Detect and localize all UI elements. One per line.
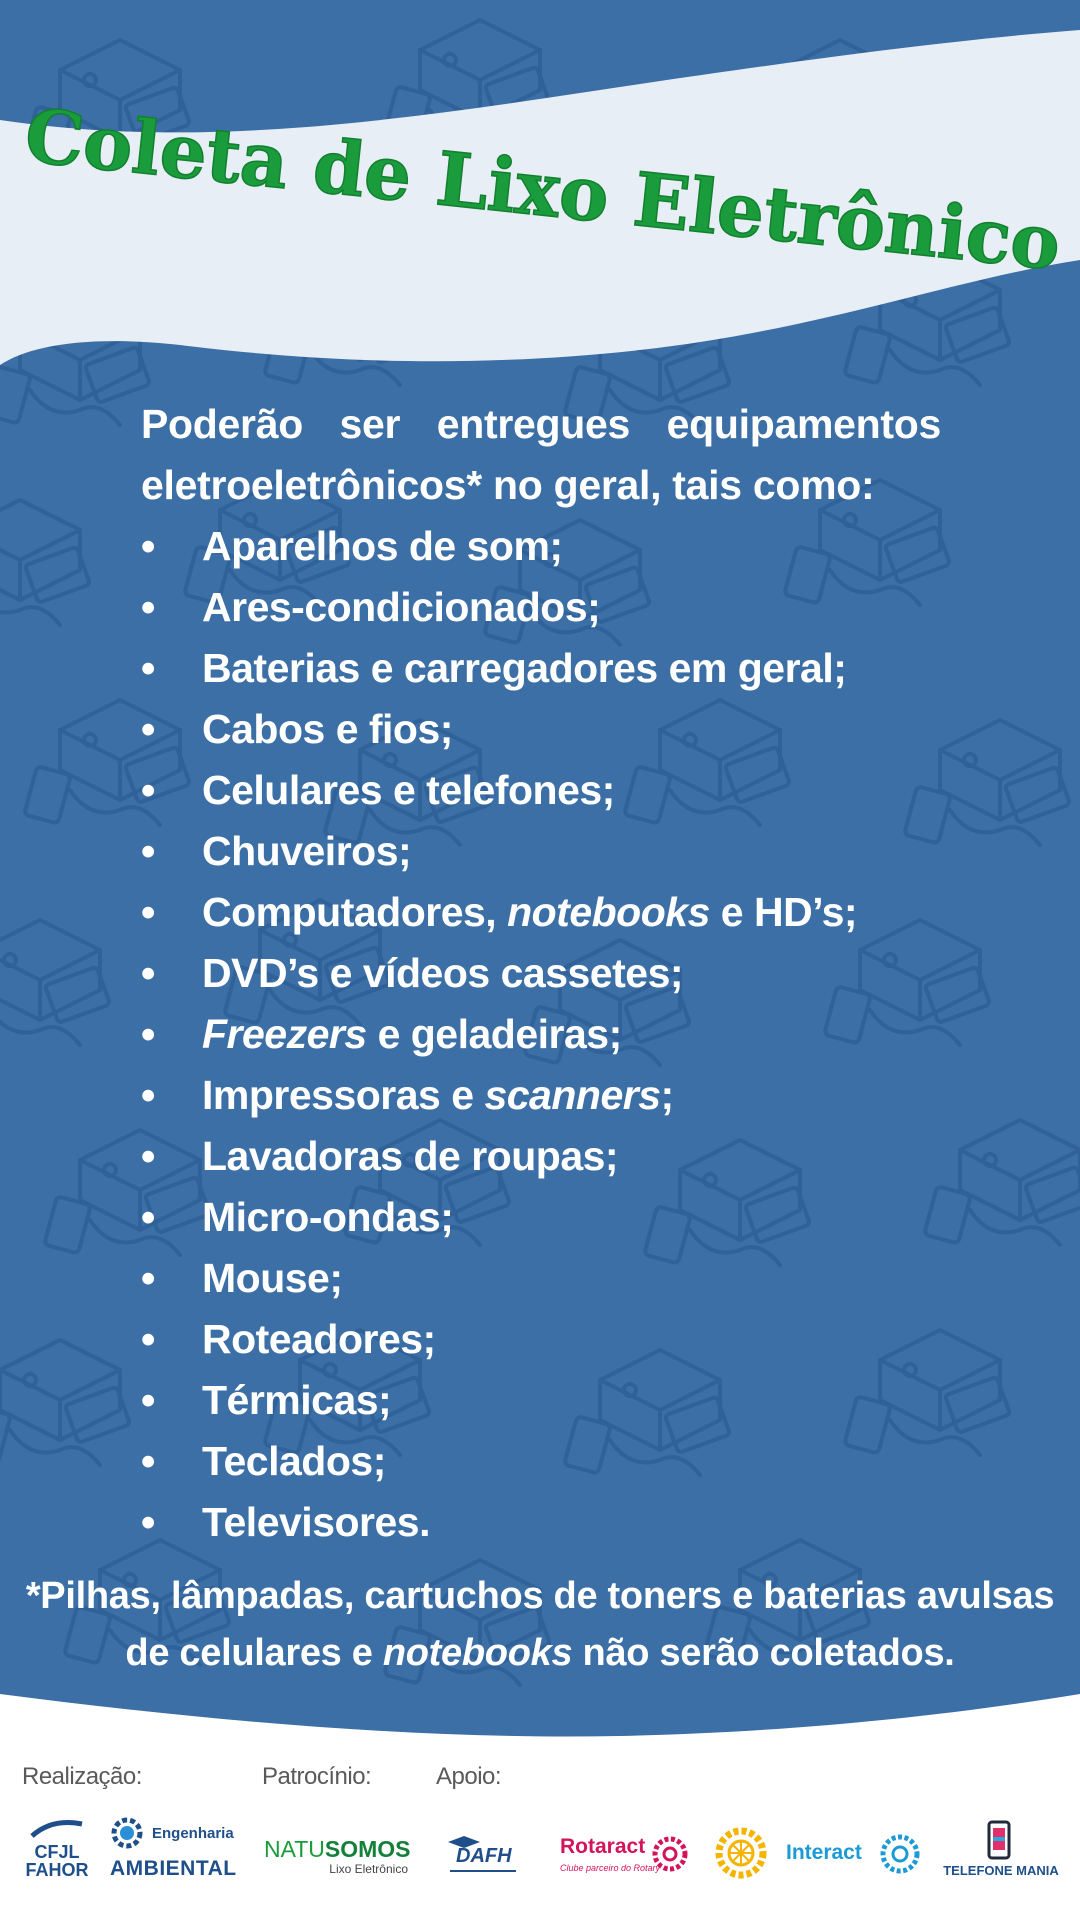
engenharia-text: Engenharia xyxy=(152,1825,234,1842)
list-item-text: Mouse; xyxy=(202,1255,343,1301)
page-title: Coleta de Lixo Eletrônico xyxy=(20,93,1070,288)
list-item xyxy=(141,1187,941,1248)
interact-wheel-icon xyxy=(878,1832,922,1876)
interact-text: Interact xyxy=(786,1841,862,1864)
bullet-icon: • xyxy=(141,1072,155,1118)
bullet-icon: • xyxy=(141,1255,155,1301)
bullet-icon: • xyxy=(141,645,155,691)
bullet-icon: • xyxy=(141,1438,155,1484)
natusomos-part2: SOMOS xyxy=(324,1836,411,1862)
interact-logo xyxy=(786,1832,926,1876)
list-item xyxy=(141,1004,941,1065)
list-item-text: Chuveiros; xyxy=(202,828,412,874)
natusomos-sub: Lixo Eletrônico xyxy=(329,1862,408,1876)
footnote-line-1: *Pilhas, lâmpadas, cartuchos de toners e baterias avulsas xyxy=(25,1575,1055,1617)
list-item xyxy=(141,882,941,943)
list-item-text: Televisores. xyxy=(202,1499,430,1545)
patrocinio-label: Patrocínio: xyxy=(262,1763,372,1790)
intro-paragraph xyxy=(141,394,941,516)
list-item-text: DVD’s e vídeos cassetes; xyxy=(202,950,684,996)
sponsors-wave xyxy=(0,1680,1080,1920)
list-item-text: Celulares e telefones; xyxy=(202,767,615,813)
list-item-text: Roteadores; xyxy=(202,1316,436,1362)
fahor-text: FAHOR xyxy=(25,1860,89,1880)
list-item-text: Térmicas; xyxy=(202,1377,392,1423)
list-item-emphasis: notebooks xyxy=(507,889,710,935)
intro-line-2: eletroeletrônicos* no geral, tais como: xyxy=(141,462,875,508)
list-item xyxy=(141,943,941,1004)
cfjl-text: CFJL xyxy=(34,1842,80,1862)
dafh-text: DAFH xyxy=(456,1845,512,1867)
list-item-text: Aparelhos de som; xyxy=(202,523,563,569)
list-item xyxy=(141,577,941,638)
intro-line-1: Poderão ser entregues equipamentos xyxy=(141,401,941,447)
list-item xyxy=(141,760,941,821)
list-item-text: Computadores, xyxy=(202,889,508,935)
natusomos-title xyxy=(264,1838,414,1861)
bullet-icon: • xyxy=(141,1377,155,1423)
bullet-icon: • xyxy=(141,1499,155,1545)
list-item xyxy=(141,1492,941,1553)
footnote xyxy=(0,1568,1080,1682)
cfjl-fahor-logo xyxy=(22,1818,92,1878)
bullet-icon: • xyxy=(141,1316,155,1362)
footnote-line-2-post: não serão coletados. xyxy=(572,1632,955,1674)
list-item xyxy=(141,1126,941,1187)
dafh-logo xyxy=(442,1832,522,1876)
list-item-text: Cabos e fios; xyxy=(202,706,453,752)
list-item-emphasis: Freezers xyxy=(202,1011,367,1057)
list-item-text: Ares-condicionados; xyxy=(202,584,601,630)
phone-icon xyxy=(986,1820,1012,1860)
list-item-text: ; xyxy=(660,1072,674,1118)
ambiental-text: AMBIENTAL xyxy=(110,1857,237,1880)
bullet-icon: • xyxy=(141,889,155,935)
bullet-icon: • xyxy=(141,523,155,569)
telefone-mania-logo xyxy=(938,1820,1064,1884)
title-svg xyxy=(0,0,1080,400)
bullet-icon: • xyxy=(141,706,155,752)
bullet-icon: • xyxy=(141,1133,155,1179)
list-item-text: e HD’s; xyxy=(709,889,858,935)
list-item xyxy=(141,1431,941,1492)
list-item-text: e geladeiras; xyxy=(366,1011,622,1057)
natusomos-part1: NATU xyxy=(264,1836,325,1862)
list-item xyxy=(141,1309,941,1370)
bullet-icon: • xyxy=(141,828,155,874)
bullet-icon: • xyxy=(141,767,155,813)
rotaract-wheel-icon xyxy=(650,1834,690,1874)
footnote-line-2-em: notebooks xyxy=(382,1632,573,1674)
list-item-text: Impressoras e xyxy=(202,1072,485,1118)
list-item xyxy=(141,1248,941,1309)
list-item-text: Baterias e carregadores em geral; xyxy=(202,645,847,691)
bullet-icon: • xyxy=(141,1011,155,1057)
list-item-text: Micro-ondas; xyxy=(202,1194,454,1240)
main-content xyxy=(141,394,941,1553)
apoio-label: Apoio: xyxy=(436,1763,502,1790)
list-item xyxy=(141,1370,941,1431)
list-item xyxy=(141,699,941,760)
bullet-icon: • xyxy=(141,584,155,630)
items-list xyxy=(141,516,941,1553)
rotaract-logo xyxy=(560,1834,690,1880)
list-item xyxy=(141,638,941,699)
rotaract-sub: Clube parceiro do Rotary xyxy=(560,1863,661,1873)
footnote-line-2 xyxy=(0,1625,1080,1682)
rotary-wheel-icon xyxy=(714,1826,768,1880)
bullet-icon: • xyxy=(141,1194,155,1240)
list-item-text: Teclados; xyxy=(202,1438,386,1484)
bottom-wave-shape xyxy=(0,1694,1080,1920)
list-item xyxy=(141,821,941,882)
engenharia-ambiental-logo xyxy=(108,1814,240,1884)
bullet-icon: • xyxy=(141,950,155,996)
list-item xyxy=(141,516,941,577)
realizacao-label: Realização: xyxy=(22,1763,142,1790)
cfjl-swoosh-icon xyxy=(22,1818,92,1840)
natusomos-logo xyxy=(264,1838,414,1878)
footnote-line-2-pre: de celulares e xyxy=(125,1632,383,1674)
gear-icon xyxy=(108,1814,146,1852)
list-item-text: Lavadoras de roupas; xyxy=(202,1133,619,1179)
rotaract-text: Rotaract xyxy=(560,1835,646,1858)
telefone-mania-text: TELEFONE MANIA xyxy=(943,1863,1059,1878)
list-item-emphasis: scanners xyxy=(484,1072,661,1118)
list-item xyxy=(141,1065,941,1126)
